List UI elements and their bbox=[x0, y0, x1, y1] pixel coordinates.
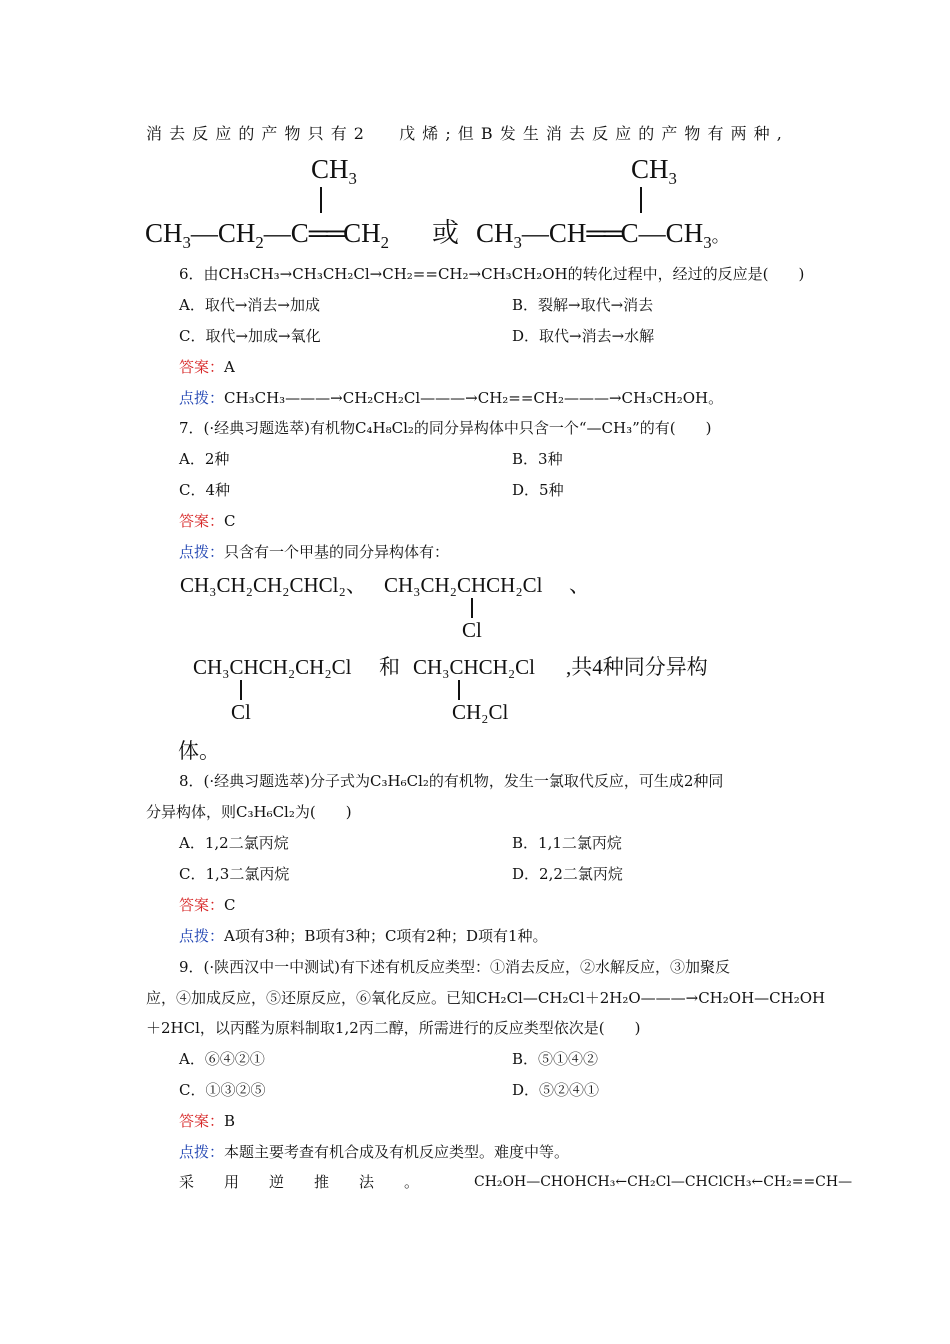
main-chain: $CH_3—CH══C—CH_3$。 bbox=[476, 218, 730, 252]
hint-line: 点拨：CH₃CH₃———→CH₂CH₂Cl———→CH₂==CH₂———→CH₃CH₂OH。 bbox=[179, 389, 724, 407]
question-9-stem-cont: 应，④加成反应，⑤还原反应，⑥氧化反应。已知CH₂Cl—CH₂Cl＋2H₂O———→CH₂OH—CH₂OH bbox=[146, 989, 826, 1007]
option-c: C．①③②⑤ bbox=[179, 1081, 266, 1099]
bond-vertical bbox=[458, 680, 460, 700]
text-line bbox=[146, 124, 783, 144]
hint-line: 点拨：只含有一个甲基的同分异构体有： bbox=[179, 543, 450, 561]
hint-line: 点拨：A项有3种；B项有3种；C项有2种；D项有1种。 bbox=[179, 927, 548, 945]
answer-line: 答案：C bbox=[179, 512, 236, 530]
bond-vertical bbox=[471, 598, 473, 618]
option-a: A．取代→消去→加成 bbox=[179, 296, 320, 314]
bond-vertical bbox=[640, 187, 642, 213]
question-7-stem: 7．(·经典习题选萃)有机物C₄H₈Cl₂的同分异构体中只含一个“—CH₃”的有( ) bbox=[179, 419, 712, 437]
text-fragment: 戊 烯 ; 但 B 发 生 消 去 反 应 的 产 物 有 两 种 , bbox=[399, 124, 783, 143]
methyl-branch: $CH_3$ bbox=[311, 154, 357, 188]
option-c: C．1,3二氯丙烷 bbox=[179, 865, 290, 883]
bond-vertical bbox=[320, 187, 322, 213]
option-c: C．4种 bbox=[179, 481, 231, 499]
question-9-stem: 9．(·陕西汉中一中测试)有下述有机反应类型：①消去反应，②水解反应，③加聚反 bbox=[179, 958, 731, 976]
option-d: D．取代→消去→水解 bbox=[512, 327, 655, 345]
bond-vertical bbox=[240, 680, 242, 700]
option-d: D．2,2二氯丙烷 bbox=[512, 865, 623, 883]
option-a: A．2种 bbox=[179, 450, 230, 468]
question-8-stem: 8．(·经典习题选萃)分子式为C₃H₆Cl₂的有机物，发生一氯取代反应，可生成2种同 bbox=[179, 772, 724, 790]
text-line: 采 用 逆 推 法 。 bbox=[179, 1173, 420, 1191]
text-line: CH₂OH—CHOHCH₃←CH₂Cl—CHClCH₃←CH₂==CH— bbox=[474, 1174, 853, 1190]
option-a: A．⑥④②① bbox=[179, 1050, 265, 1068]
option-b: B．1,1二氯丙烷 bbox=[512, 834, 622, 852]
question-8-stem-cont: 分异构体，则C₃H₆Cl₂为( ) bbox=[146, 803, 352, 821]
methyl-branch: $CH_3$ bbox=[631, 154, 677, 188]
option-c: C．取代→加成→氧化 bbox=[179, 327, 321, 345]
conclusion-end: 体。 bbox=[178, 739, 220, 763]
separator: 、 bbox=[569, 573, 590, 597]
and-word: 和 bbox=[379, 655, 400, 679]
isomer-formula-3: CH₃CHCH₂CH₂Cl bbox=[193, 655, 352, 679]
isomer-formula-1: CH₃CH₂CH₂CHCl₂、 bbox=[180, 573, 367, 597]
isomer-formula-2: CH₃CH₂CHCH₂Cl bbox=[384, 573, 543, 597]
answer-line: 答案：A bbox=[179, 358, 235, 376]
question-9-stem-cont: ＋2HCl，以丙醛为原料制取1,2丙二醇，所需进行的反应类型依次是( ) bbox=[146, 1019, 641, 1037]
conclusion-text: ,共4种同分异构 bbox=[566, 655, 708, 679]
isomer-branch: CH₂Cl bbox=[452, 700, 509, 724]
or-word: 或 bbox=[432, 218, 459, 248]
option-b: B．⑤①④② bbox=[512, 1050, 599, 1068]
hint-line: 点拨：本题主要考查有机合成及有机反应类型。难度中等。 bbox=[179, 1143, 570, 1161]
answer-line: 答案：C bbox=[179, 896, 236, 914]
isomer-formula-4: CH₃CHCH₂Cl bbox=[413, 655, 536, 679]
option-d: D．⑤②④① bbox=[512, 1081, 600, 1099]
text-fragment: 消 去 反 应 的 产 物 只 有 2 bbox=[146, 124, 365, 143]
main-chain: $CH_3—CH_2—C══CH_2$ bbox=[145, 218, 389, 252]
answer-line: 答案：B bbox=[179, 1112, 236, 1130]
isomer-branch: Cl bbox=[462, 618, 482, 642]
isomer-branch: Cl bbox=[231, 700, 251, 724]
option-a: A．1,2二氯丙烷 bbox=[179, 834, 289, 852]
option-d: D．5种 bbox=[512, 481, 564, 499]
option-b: B．3种 bbox=[512, 450, 563, 468]
question-6-stem: 6．由CH₃CH₃→CH₃CH₂Cl→CH₂==CH₂→CH₃CH₂OH的转化过程中，经过的反应是( ) bbox=[179, 265, 805, 283]
option-b: B．裂解→取代→消去 bbox=[512, 296, 654, 314]
